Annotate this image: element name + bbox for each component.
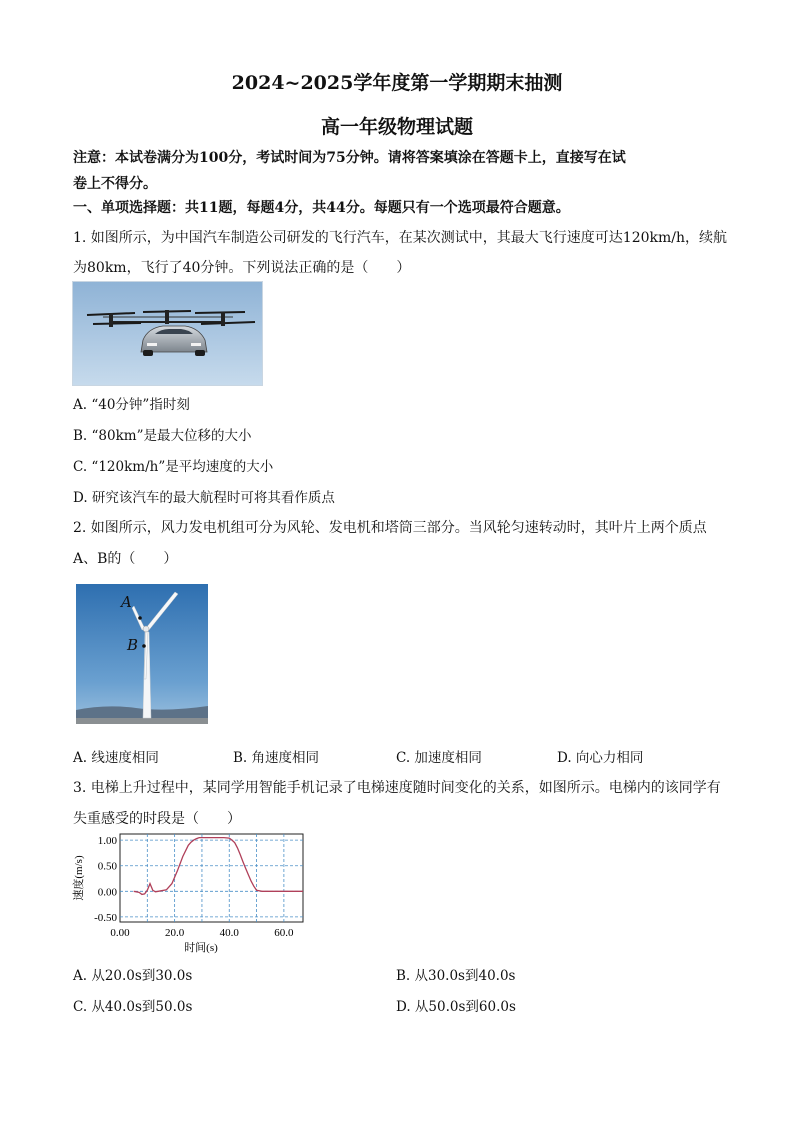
q2-option-b: B. 角速度相同 [233,750,320,766]
exam-subtitle: 高一年级物理试题 [320,116,473,138]
x-tick-label: 0.00 [110,927,130,939]
q1-option-c: C. “120km/h”是平均速度的大小 [73,459,274,475]
q3-option-a: A. 从20.0s到30.0s [73,968,193,984]
q3-stem-line-1: 3. 电梯上升过程中，某同学用智能手机记录了电梯速度随时间变化的关系，如图所示。电梯内的该同学有 [73,780,721,796]
plot-frame [120,834,303,922]
notice-line-1: 注意：本试卷满分为100分，考试时间为75分钟。请将答案填涂在答题卡上，直接写在试 [73,150,626,166]
q1-stem-line-2: 为80km，飞行了40分钟。下列说法正确的是（ ） [73,260,411,276]
point-a-label: A [121,593,132,611]
y-tick-label: 0.50 [97,860,117,873]
point-b-label: B [127,636,139,654]
y-tick-label: 0.00 [97,886,117,899]
x-tick-label: 40.0 [219,927,239,939]
q3-stem-line-2: 失重感受的时段是（ ） [73,811,241,827]
x-axis-label: 时间(s) [184,942,218,954]
x-tick-label: 20.0 [165,927,185,939]
q2-stem-line-2: A、B的（ ） [73,551,178,567]
q3-option-b: B. 从30.0s到40.0s [396,968,516,984]
q3-option-d: D. 从50.0s到60.0s [396,999,516,1015]
velocity-time-chart [68,828,318,958]
y-tick-label: 1.00 [97,835,117,848]
notice-line-2: 卷上不得分。 [73,176,157,192]
q2-stem-line-1: 2. 如图所示，风力发电机组可分为风轮、发电机和塔筒三部分。当风轮匀速转动时，其叶片上两个质点 [73,520,707,536]
y-tick-label: -0.50 [94,911,117,924]
exam-title: 2024~2025学年度第一学期期末抽测 [231,72,563,94]
y-axis-label: 速度(m/s) [73,855,85,901]
q2-option-c: C. 加速度相同 [396,750,482,766]
q2-option-a: A. 线速度相同 [73,750,159,766]
wind-turbine-photo [76,584,208,724]
q2-option-d: D. 向心力相同 [557,750,644,766]
flying-car-photo [72,281,263,386]
q1-option-b: B. “80km”是最大位移的大小 [73,428,252,444]
section-heading: 一、单项选择题：共11题，每题4分，共44分。每题只有一个选项最符合题意。 [73,200,570,216]
x-tick-label: 60.0 [274,927,294,939]
q3-option-c: C. 从40.0s到50.0s [73,999,193,1015]
q1-option-d: D. 研究该汽车的最大航程时可将其看作质点 [73,490,335,506]
q1-stem-line-1: 1. 如图所示，为中国汽车制造公司研发的飞行汽车，在某次测试中，其最大飞行速度可达120km/h，续航 [73,230,728,246]
q1-option-a: A. “40分钟”指时刻 [73,397,190,413]
